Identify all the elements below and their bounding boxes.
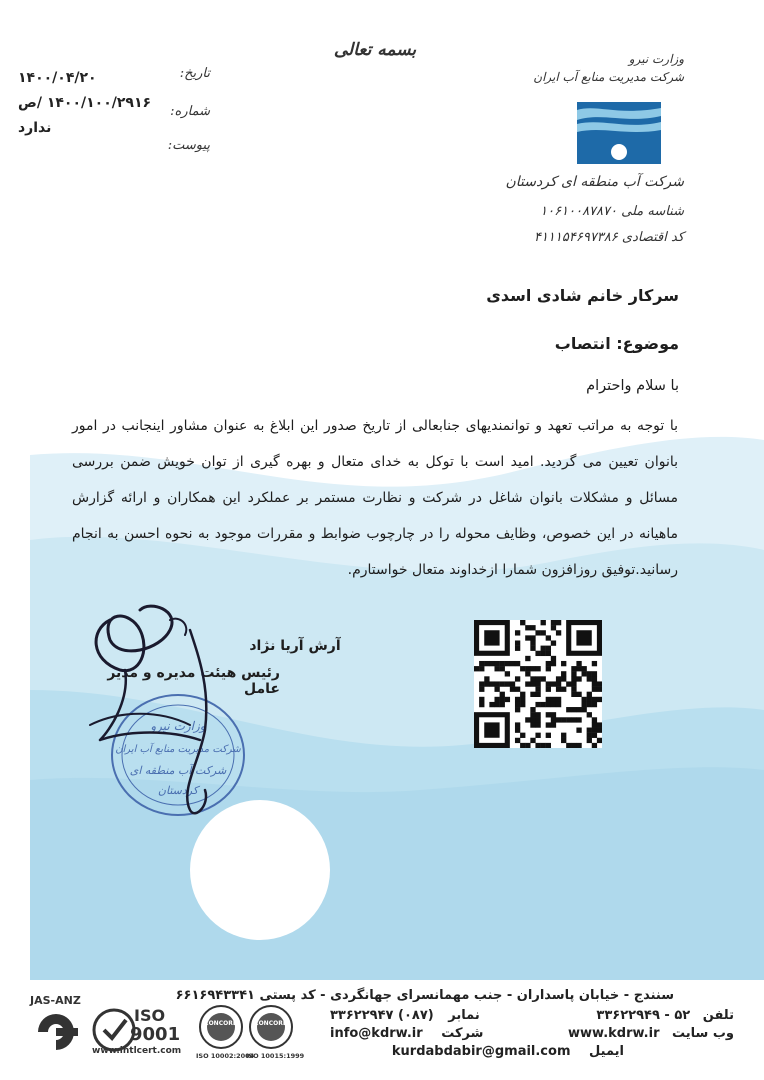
fax-value: (۰۸۷) ۳۳۶۲۲۹۴۷ <box>330 1008 434 1023</box>
jas-anz-label: JAS-ANZ <box>30 994 81 1007</box>
fax-label: نمابر <box>448 1008 480 1023</box>
footer-address: سنندج - خیابان پاسداران - جنب مهمانسرای جهانگردی - کد پستی ۶۶۱۶۹۴۳۳۴۱ <box>175 988 674 1003</box>
website-label: وب سایت <box>672 1026 734 1041</box>
iso-label: ISO <box>134 1006 166 1025</box>
bismillah: بسمه تعالی <box>333 40 417 60</box>
company-logo-icon <box>577 102 661 164</box>
company-email-label: شرکت <box>441 1026 484 1041</box>
economic-code: کد اقتصادی ۴۱۱۱۵۴۶۹۷۳۸۶ <box>533 230 684 245</box>
website-link[interactable]: www.kdrw.ir <box>568 1026 660 1041</box>
date-label: تاریخ: <box>179 66 210 81</box>
email-label: ایمیل <box>589 1044 624 1059</box>
parent-company-name: شرکت مدیریت منابع آب ایران <box>533 70 684 84</box>
svg-text:وزارت نیرو: وزارت نیرو <box>150 719 206 733</box>
company-name: شرکت آب منطقه ای کردستان <box>505 174 684 190</box>
svg-text:کردستان: کردستان <box>157 784 199 797</box>
national-id: شناسه ملی ۱۰۶۱۰۰۸۷۸۷۰ <box>540 204 684 219</box>
jas-anz-logo-icon <box>30 1010 84 1054</box>
letter-body: با توجه به مراتب تعهد و توانمندیهای جنابعالی از تاریخ صدور این ابلاغ به عنوان مشاور اینجانب در امور بانوان تعیین می گردید. امید است با توکل به خدای متعال و بهره گیری از توان خویش ضمن بررسی مسائل و مشکلات بانوان شاغل در شرکت و نظارت مستمر بر عملکرد این همکاران و ارائه گزارش ماهیانه در این خصوص، وظایف محوله را در چارچوب ضوابط و مقررات موجود به نحوه احسن به انجام رسانید.توفیق روزافزون شمارا ازخداوند متعال خواستارم. <box>72 418 678 578</box>
subject: موضوع: انتصاب <box>554 334 679 353</box>
concord-1-standard: ISO 10002:2004 <box>196 1052 255 1060</box>
attachment-label: پیوست: <box>167 138 210 153</box>
number-label: شماره: <box>170 104 210 119</box>
handwritten-signature <box>70 590 270 830</box>
ministry-name: وزارت نیرو <box>628 52 684 66</box>
number-value: ۱۴۰۰/۱۰۰/۲۹۱۶ /ص <box>18 95 152 111</box>
greeting: با سلام واحترام <box>586 378 679 394</box>
concord-1-label: CONCORD <box>204 1020 238 1027</box>
qr-code-icon <box>474 620 602 748</box>
concord-2-standard: ISO 10015:1999 <box>246 1052 305 1060</box>
date-value: ۱۴۰۰/۰۴/۲۰ <box>18 70 97 86</box>
concord-seal-2-icon <box>248 1004 294 1050</box>
attachment-value: ندارد <box>18 120 52 136</box>
svg-text:شرکت آب منطقه ای: شرکت آب منطقه ای <box>129 764 227 777</box>
company-email-link[interactable]: info@kdrw.ir <box>330 1026 423 1041</box>
phone-value: ۵۲ - ۳۳۶۲۲۹۴۹ <box>596 1008 691 1023</box>
concord-2-label: CONCORD <box>254 1020 288 1027</box>
email-link[interactable]: kurdabdabir@gmail.com <box>391 1044 571 1059</box>
svg-text:شرکت مدیریت منابع آب ایران: شرکت مدیریت منابع آب ایران <box>115 744 241 755</box>
signatory-title: رئیس هیئت مدیره و مدیر عامل <box>107 665 280 697</box>
concord-seal-1-icon <box>198 1004 244 1050</box>
signatory-name: آرش آریا نژاد <box>249 638 341 654</box>
recipient: سرکار خانم شادی اسدی <box>486 286 679 305</box>
phone-label: تلفن <box>702 1008 734 1023</box>
intlcert-url: www.intlcert.com <box>92 1046 182 1056</box>
iso-number: 9001 <box>130 1024 181 1045</box>
